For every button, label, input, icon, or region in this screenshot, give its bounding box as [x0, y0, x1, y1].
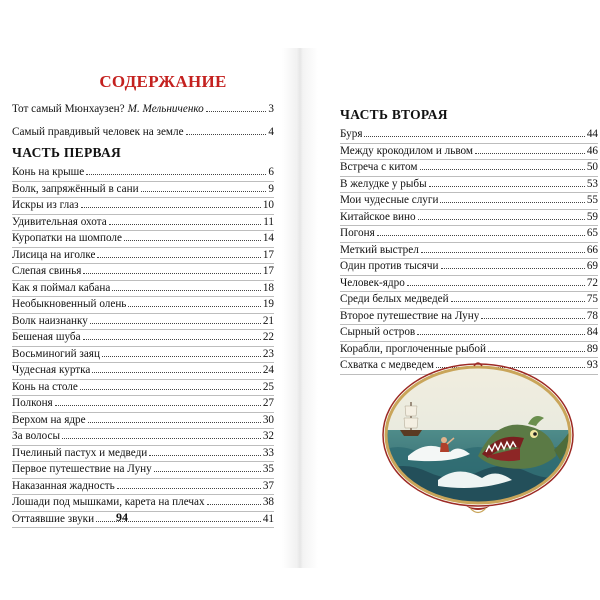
- toc-entry[interactable]: [12, 396, 274, 413]
- toc-dot-leader: [92, 363, 260, 373]
- toc-entry-page: 17: [262, 265, 274, 277]
- toc-entry-page: 66: [586, 243, 598, 256]
- toc-entry-page: 27: [262, 397, 274, 409]
- toc-entry[interactable]: [12, 198, 274, 215]
- toc-entry-page: 9: [268, 182, 274, 195]
- toc-entry[interactable]: [340, 144, 598, 161]
- toc-entry-title: Полконя: [12, 397, 53, 409]
- toc-entry-title: Встреча с китом: [340, 161, 418, 173]
- toc-entry-title: Как я поймал кабана: [12, 281, 111, 294]
- toc-entry[interactable]: [340, 210, 598, 227]
- part-two-title: ЧАСТЬ ВТОРАЯ: [340, 107, 448, 122]
- toc-entry[interactable]: [340, 276, 598, 293]
- toc-dot-leader: [429, 177, 585, 187]
- toc-entry-title: Меткий выстрел: [340, 243, 419, 256]
- toc-entry[interactable]: [12, 479, 274, 496]
- toc-dot-leader: [417, 325, 585, 335]
- toc-entry-title: Удивительная охота: [12, 215, 107, 228]
- toc-entry-title: Тот самый Мюнхаузен?: [12, 103, 125, 115]
- toc-entry-title: Мои чудесные слуги: [340, 194, 439, 206]
- part-two-list: [340, 127, 598, 375]
- toc-entry-page: 55: [586, 194, 598, 206]
- toc-entry[interactable]: [340, 160, 598, 177]
- toc-dot-leader: [124, 231, 261, 241]
- toc-entry-title: Бешеная шуба: [12, 331, 81, 343]
- toc-dot-leader: [83, 330, 261, 340]
- toc-entry[interactable]: [12, 380, 274, 397]
- toc-dot-leader: [62, 429, 261, 439]
- toc-entry-title: Конь на столе: [12, 380, 78, 393]
- contents-title: СОДЕРЖАНИЕ: [99, 72, 227, 91]
- toc-entry[interactable]: [340, 342, 598, 359]
- toc-entry-page: 50: [586, 161, 598, 173]
- toc-entry-page: 46: [586, 144, 598, 157]
- toc-entry-title: В желудке у рыбы: [340, 177, 427, 190]
- toc-entry-title: Лошади под мышками, карета на плечах: [12, 496, 205, 508]
- toc-dot-leader: [83, 264, 260, 274]
- toc-dot-leader: [421, 243, 585, 253]
- toc-entry[interactable]: [340, 177, 598, 194]
- toc-dot-leader: [90, 314, 261, 324]
- toc-entry-title: Китайское вино: [340, 210, 416, 223]
- toc-dot-leader: [481, 309, 585, 319]
- toc-dot-leader: [206, 102, 267, 112]
- toc-entry-page: 17: [262, 248, 274, 261]
- toc-entry-title: Конь на крыше: [12, 166, 85, 178]
- toc-entry-page: 23: [262, 347, 274, 360]
- toc-entry[interactable]: [340, 309, 598, 326]
- toc-entry-title: Среди белых медведей: [340, 293, 449, 305]
- toc-entry-title: Буря: [340, 128, 363, 140]
- toc-dot-leader: [440, 193, 584, 203]
- toc-entry-page: 41: [262, 512, 274, 525]
- toc-dot-leader: [154, 462, 261, 472]
- toc-dot-leader: [475, 144, 585, 154]
- toc-entry[interactable]: [340, 226, 598, 243]
- toc-entry[interactable]: [340, 243, 598, 260]
- toc-dot-leader: [364, 127, 584, 137]
- toc-entry-page: 14: [262, 232, 274, 244]
- toc-entry-title: Восьминогий заяц: [12, 347, 100, 360]
- toc-entry-page: 25: [262, 380, 274, 393]
- toc-dot-leader: [102, 347, 261, 357]
- toc-entry[interactable]: [12, 102, 274, 118]
- toc-dot-leader: [420, 160, 585, 170]
- toc-entry-title: Необыкновенный олень: [12, 298, 127, 310]
- toc-entry-title: Человек-ядро: [340, 276, 405, 289]
- toc-dot-leader: [407, 276, 585, 286]
- toc-entry-page: 21: [262, 314, 274, 327]
- toc-entry-page: 22: [262, 331, 274, 343]
- toc-entry[interactable]: [340, 127, 598, 144]
- toc-entry-page: 33: [262, 446, 274, 459]
- part-one-title: ЧАСТЬ ПЕРВАЯ: [12, 145, 122, 160]
- toc-entry[interactable]: [12, 512, 274, 529]
- toc-entry-title: Сырный остров: [340, 326, 416, 338]
- toc-entry[interactable]: [12, 264, 274, 281]
- toc-entry-page: 37: [262, 479, 274, 492]
- toc-entry[interactable]: [12, 215, 274, 232]
- page-number: 94: [116, 510, 128, 524]
- toc-entry[interactable]: [12, 363, 274, 380]
- toc-dot-leader: [117, 479, 261, 489]
- toc-dot-leader: [86, 165, 266, 175]
- toc-entry-page: 18: [262, 281, 274, 294]
- toc-entry[interactable]: [340, 325, 598, 342]
- toc-dot-leader: [186, 125, 267, 135]
- toc-entry-title: Лисица на иголке: [12, 248, 96, 261]
- toc-entry-page: 32: [262, 430, 274, 442]
- toc-entry-page: 93: [586, 359, 598, 371]
- toc-entry-page: 78: [586, 309, 598, 322]
- toc-entry-page: 44: [586, 128, 598, 140]
- sea-monster-illustration: [378, 360, 578, 518]
- toc-entry-title: Пчелиный пастух и медведи: [12, 446, 148, 459]
- toc-entry[interactable]: [12, 182, 274, 199]
- toc-entry-page: 4: [268, 125, 274, 138]
- toc-entry-page: 75: [586, 293, 598, 305]
- toc-entry-page: 89: [586, 342, 598, 355]
- toc-entry-page: 69: [586, 260, 598, 272]
- toc-entry-page: 84: [586, 326, 598, 338]
- toc-entry[interactable]: [12, 314, 274, 331]
- right-column: [340, 102, 598, 375]
- toc-entry[interactable]: [12, 446, 274, 463]
- toc-entry-title: Корабли, проглоченные рыбой: [340, 342, 486, 355]
- toc-entry[interactable]: [340, 292, 598, 309]
- toc-entry-page: 53: [586, 177, 598, 190]
- toc-entry[interactable]: [12, 413, 274, 430]
- left-column: [12, 72, 274, 528]
- toc-dot-leader: [441, 259, 585, 269]
- toc-entry-page: 24: [262, 364, 274, 376]
- toc-entry-title: За волосы: [12, 430, 60, 442]
- toc-entry-author: М. Мельниченко: [127, 103, 204, 115]
- toc-entry[interactable]: [12, 165, 274, 182]
- toc-entry-title: Первое путешествие на Луну: [12, 463, 152, 475]
- toc-entry-title: Второе путешествие на Луну: [340, 309, 480, 322]
- toc-dot-leader: [451, 292, 585, 302]
- toc-entry-title: Чудесная куртка: [12, 364, 91, 376]
- toc-entry-title: Один против тысячи: [340, 260, 439, 272]
- toc-entry[interactable]: [12, 429, 274, 446]
- toc-entry-page: 11: [263, 215, 274, 228]
- toc-entry-title: Оттаявшие звуки: [12, 512, 95, 525]
- toc-entry-page: 10: [262, 199, 274, 211]
- toc-entry-page: 59: [586, 210, 598, 223]
- toc-entry-page: 72: [586, 276, 598, 289]
- toc-entry-title: Между крокодилом и львом: [340, 144, 473, 157]
- toc-entry[interactable]: [12, 495, 274, 512]
- toc-entry-title: Верхом на ядре: [12, 413, 86, 426]
- toc-dot-leader: [207, 495, 261, 505]
- toc-entry[interactable]: [12, 248, 274, 265]
- toc-dot-leader: [97, 248, 260, 258]
- toc-entry-title: Куропатки на шомполе: [12, 232, 122, 244]
- toc-entry-page: 19: [262, 298, 274, 310]
- toc-entry-title: Слепая свинья: [12, 265, 82, 277]
- toc-dot-leader: [80, 380, 261, 390]
- toc-entry-title: Схватка с медведем: [340, 359, 434, 371]
- toc-entry[interactable]: [12, 462, 274, 479]
- toc-entry-page: 3: [268, 103, 274, 115]
- toc-entry-page: 6: [268, 166, 274, 178]
- toc-entry-title: Волк, запряжённый в сани: [12, 182, 139, 195]
- toc-dot-leader: [128, 297, 260, 307]
- toc-dot-leader: [141, 182, 267, 192]
- toc-entry[interactable]: [12, 125, 274, 141]
- toc-dot-leader: [377, 226, 585, 236]
- toc-entry[interactable]: [340, 259, 598, 276]
- toc-entry[interactable]: [12, 297, 274, 314]
- toc-entry-page: 38: [262, 496, 274, 508]
- toc-entry-page: 30: [262, 413, 274, 426]
- toc-entry-title: Самый правдивый человек на земле: [12, 125, 184, 138]
- toc-entry-title: Наказанная жадность: [12, 479, 115, 492]
- toc-dot-leader: [488, 342, 585, 352]
- toc-entry-page: 65: [586, 227, 598, 239]
- toc-dot-leader: [109, 215, 262, 225]
- toc-dot-leader: [88, 413, 261, 423]
- toc-entry[interactable]: [12, 231, 274, 248]
- toc-dot-leader: [81, 198, 261, 208]
- toc-entry[interactable]: [12, 281, 274, 298]
- toc-entry[interactable]: [340, 193, 598, 210]
- toc-entry[interactable]: [12, 330, 274, 347]
- toc-entry-title: Искры из глаз: [12, 199, 79, 211]
- toc-entry[interactable]: [12, 347, 274, 364]
- part-one-list: [12, 165, 274, 528]
- toc-dot-leader: [112, 281, 261, 291]
- toc-dot-leader: [149, 446, 261, 456]
- toc-entry-title: Волк наизнанку: [12, 314, 88, 327]
- toc-dot-leader: [55, 396, 261, 406]
- toc-entry-title: Погоня: [340, 227, 375, 239]
- toc-entry-page: 35: [262, 463, 274, 475]
- toc-dot-leader: [418, 210, 585, 220]
